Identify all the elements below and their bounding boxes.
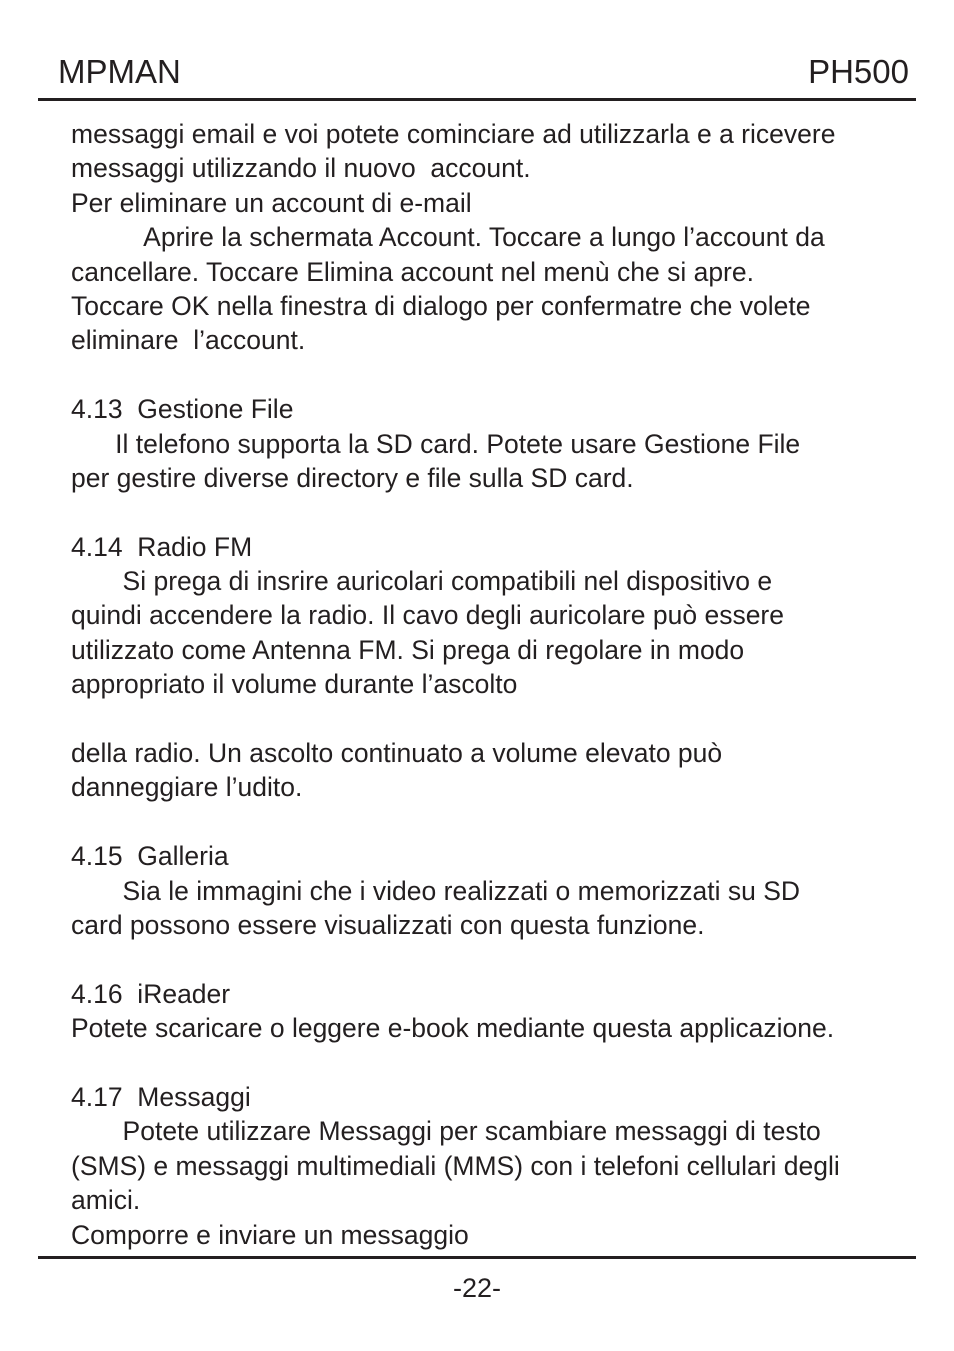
section-heading: 4.15 Galleria <box>71 841 229 872</box>
paragraph-line: appropriato il volume durante l’ascolto <box>71 669 518 700</box>
blank-line <box>71 1046 911 1080</box>
brand-name: MPMAN <box>58 53 181 90</box>
page-number: -22- <box>452 1273 501 1303</box>
paragraph-line: cancellare. Toccare Elimina account nel menù che si apre. <box>71 256 754 287</box>
paragraph-line: Comporre e inviare un messaggio <box>71 1219 469 1250</box>
paragraph-line: Si prega di insrire auricolari compatibili nel dispositivo e <box>71 566 773 597</box>
paragraph-line: card possono essere visualizzati con questa funzione. <box>71 909 705 940</box>
paragraph-line: Potete utilizzare Messaggi per scambiare messaggi di testo <box>71 1116 821 1147</box>
section-heading: 4.17 Messaggi <box>71 1081 251 1112</box>
section-heading: 4.14 Radio FM <box>71 531 253 562</box>
paragraph-line: messaggi utilizzando il nuovo account. <box>71 153 531 184</box>
blank-line <box>71 495 911 529</box>
footer-divider <box>38 1256 916 1259</box>
paragraph-line: utilizzato come Antenna FM. Si prega di regolare in modo <box>71 634 745 665</box>
paragraph-line: per gestire diverse directory e file sulla SD card. <box>71 462 634 493</box>
paragraph-line: Toccare OK nella finestra di dialogo per confermatre che volete <box>71 290 811 321</box>
paragraph-line: Aprire la schermata Account. Toccare a lungo l’account da <box>71 222 825 253</box>
header-divider <box>38 98 916 101</box>
paragraph-line: quindi accendere la radio. Il cavo degli auricolare può essere <box>71 600 784 631</box>
paragraph-line: Potete scaricare o leggere e-book mediante questa applicazione. <box>71 1013 835 1044</box>
paragraph-line: Per eliminare un account di e-mail <box>71 187 472 218</box>
section-heading: 4.16 iReader <box>71 978 231 1009</box>
page-body <box>71 117 911 1252</box>
paragraph-line: della radio. Un ascolto continuato a volume elevato può <box>71 738 723 769</box>
blank-line <box>71 358 911 392</box>
blank-line <box>71 942 911 976</box>
paragraph-line: Sia le immagini che i video realizzati o memorizzati su SD <box>71 875 801 906</box>
paragraph-line: danneggiare l’udito. <box>71 772 303 803</box>
paragraph-line: eliminare l’account. <box>71 325 306 356</box>
paragraph-line: Il telefono supporta la SD card. Potete usare Gestione File <box>71 428 801 459</box>
paragraph-line: (SMS) e messaggi multimediali (MMS) con i telefoni cellulari degli <box>71 1150 840 1181</box>
model-name: PH500 <box>808 53 909 90</box>
blank-line <box>71 805 911 839</box>
blank-line <box>71 702 911 736</box>
paragraph-line: messaggi email e voi potete cominciare ad utilizzarla e a ricevere <box>71 119 836 149</box>
paragraph-line: amici. <box>71 1185 141 1216</box>
section-heading: 4.13 Gestione File <box>71 394 294 425</box>
